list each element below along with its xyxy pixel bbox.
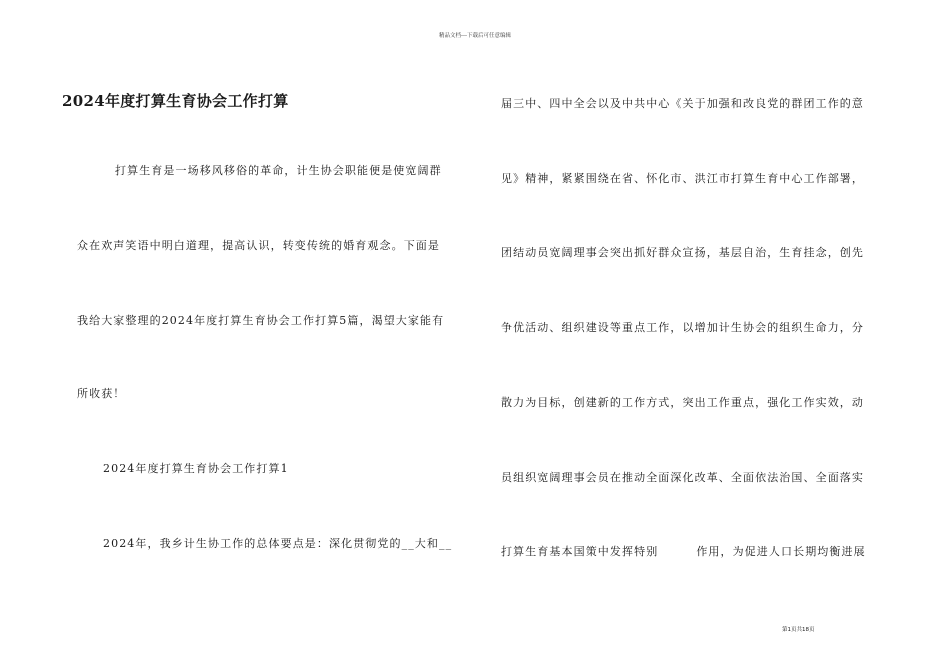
right-paragraph-line-7 <box>501 543 896 559</box>
left-paragraph-line-2: 众在欢声笑语中明白道理，提高认识，转变传统的婚育观念。下面是 <box>77 239 440 252</box>
right-line-7-part-2: 作用，为促进人口长期均衡进展 <box>696 545 866 558</box>
right-paragraph-line-3: 团结动员宽阔理事会突出抓好群众宣扬，基层自治，生育挂念，创先 <box>501 246 864 259</box>
left-paragraph-line-1: 打算生育是一场移风移俗的革命，计生协会职能便是使宽阔群 <box>115 164 442 177</box>
right-paragraph-line-6: 员组织宽阔理事会员在推动全面深化改革、全面依法治国、全面落实 <box>501 471 864 484</box>
page-header: 精品文档---下载后可任意编辑 <box>439 33 511 39</box>
document-title: 2024年度打算生育协会工作打算 <box>62 92 289 110</box>
right-paragraph-line-5: 散力为目标，创建新的工作方式，突出工作重点，强化工作实效，动 <box>501 396 864 409</box>
section-heading: 2024年度打算生育协会工作打算1 <box>103 462 289 475</box>
right-paragraph-line-1: 届三中、四中全会以及中共中心《关于加强和改良党的群团工作的意 <box>501 97 864 110</box>
left-paragraph-line-3: 我给大家整理的2024年度打算生育协会工作打算5篇，渴望大家能有 <box>77 314 445 327</box>
page-number: 第1页共18页 <box>782 627 815 633</box>
right-line-7-part-1: 打算生育基本国策中发挥特别 <box>501 545 659 558</box>
right-paragraph-line-4: 争优活动、组织建设等重点工作，以增加计生协会的组织生命力，分 <box>501 321 864 334</box>
left-paragraph-line-6: 2024年，我乡计生协工作的总体要点是：深化贯彻党的__大和__ <box>103 537 453 550</box>
left-paragraph-line-4: 所收获！ <box>77 387 126 400</box>
right-paragraph-line-2: 见》精神，紧紧围绕在省、怀化市、洪江市打算生育中心工作部署， <box>501 172 864 185</box>
